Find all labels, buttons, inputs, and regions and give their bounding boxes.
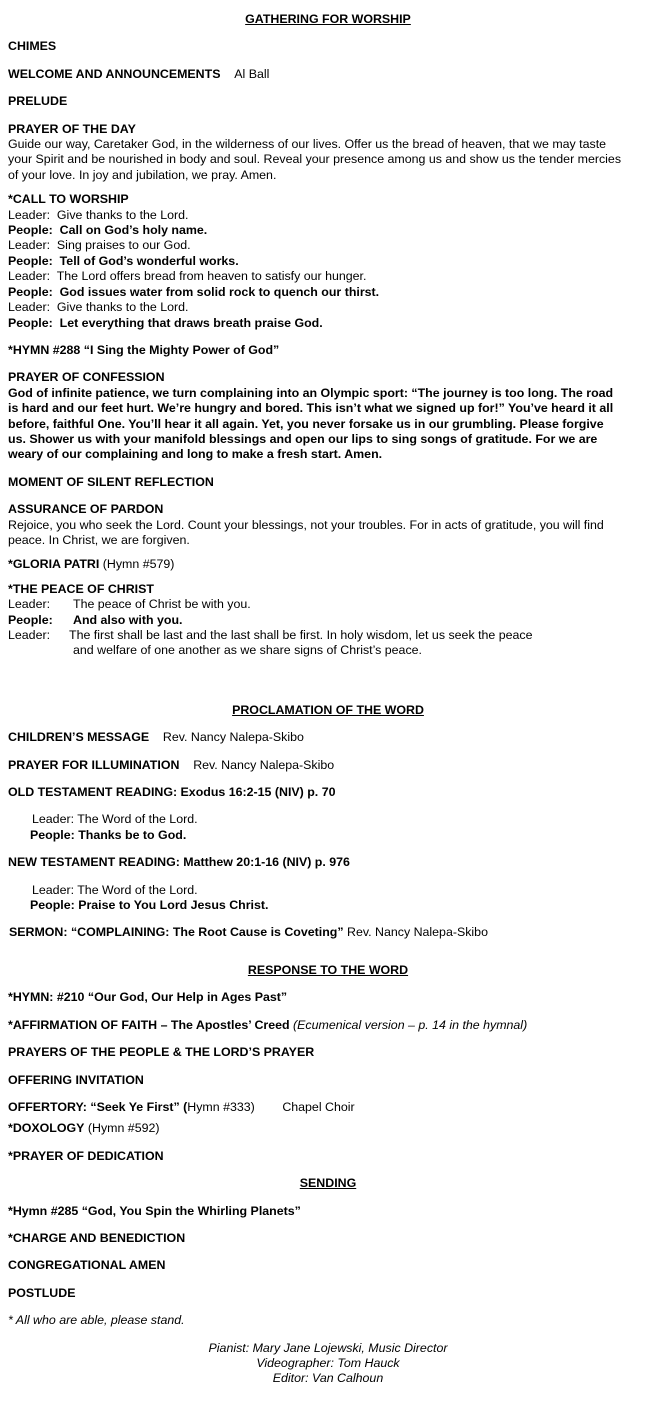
postlude: POSTLUDE: [8, 1285, 76, 1300]
silent-reflection: MOMENT OF SILENT REFLECTION: [8, 474, 214, 489]
item-prelude: PRELUDE: [8, 94, 68, 109]
prayer-of-dedication: *PRAYER OF DEDICATION: [8, 1148, 164, 1163]
call-line-leader: Leader: The Lord offers bread from heaven to satisfy our hunger.: [8, 269, 367, 284]
peace-people-line: People: And also with you.: [8, 612, 183, 627]
offertory: OFFERTORY: “Seek Ye First” (Hymn #333) Chapel Choir: [8, 1099, 355, 1114]
nt-leader: Leader: The Word of the Lord.: [32, 882, 198, 897]
affirmation-of-faith: *AFFIRMATION OF FAITH – The Apostles’ Creed (Ecumenical version – p. 14 in the hymnal): [8, 1017, 528, 1032]
section-title-gathering: GATHERING FOR WORSHIP: [245, 12, 411, 26]
peace-label: *THE PEACE OF CHRIST: [8, 581, 154, 596]
call-line-leader: Leader: Give thanks to the Lord.: [8, 300, 189, 315]
item-chimes: CHIMES: [8, 39, 57, 54]
call-line-leader: Leader: Sing praises to our God.: [8, 238, 191, 253]
children-message: CHILDREN’S MESSAGE Rev. Nancy Nalepa-Skibo: [8, 730, 304, 745]
peace-leader-continuation: and welfare of one another as we share signs of Christ’s peace.: [73, 643, 422, 658]
assurance-label: ASSURANCE OF PARDON: [8, 502, 164, 517]
credit-pianist: Pianist: Mary Jane Lojewski, Music Director: [208, 1340, 448, 1355]
doxology: *DOXOLOGY (Hymn #592): [8, 1121, 160, 1136]
ot-leader: Leader: The Word of the Lord.: [32, 812, 198, 827]
assurance-line: Rejoice, you who seek the Lord. Count your blessings, not your troubles. For in acts of gratitude, you will find: [8, 517, 604, 532]
item-welcome: [8, 67, 648, 82]
peace-leader-line: Leader: The first shall be last and the last shall be first. In holy wisdom, let us seek the peace: [8, 628, 533, 642]
nt-reading: NEW TESTAMENT READING: Matthew 20:1-16 (NIV) p. 976: [8, 855, 350, 870]
section-title-response: RESPONSE TO THE WORD: [247, 962, 409, 977]
gloria-patri: *GLORIA PATRI (Hymn #579): [8, 557, 175, 572]
charge-benediction: *CHARGE AND BENEDICTION: [8, 1230, 186, 1245]
nt-people: People: Praise to You Lord Jesus Christ.: [30, 898, 269, 913]
confession-line: before, faithful One. You’ll hear it all again. Yet, you never forsake us in our grumbling. Please forgive: [8, 416, 604, 431]
assurance-line: peace. In Christ, we are forgiven.: [8, 532, 190, 547]
hymn-285: *Hymn #285 “God, You Spin the Whirling Planets”: [8, 1203, 301, 1218]
credit-editor: Editor: Van Calhoun: [272, 1371, 384, 1386]
prayer-day-line: your Spirit and be nourished in body and soul. Reveal your presence among us and show us the tender mercies: [8, 152, 622, 167]
hymn-210: *HYMN: #210 “Our God, Our Help in Ages Past”: [8, 990, 288, 1005]
call-line-people: People: God issues water from solid rock to quench our thirst.: [8, 284, 380, 299]
prayer-day-label: PRAYER OF THE DAY: [8, 121, 136, 136]
section-title-proclamation: PROCLAMATION OF THE WORD: [232, 702, 424, 717]
call-line-people: People: Let everything that draws breath praise God.: [8, 315, 323, 330]
prayer-day-line: Guide our way, Caretaker God, in the wilderness of our lives. Offer us the bread of heaven, that we may taste: [8, 137, 607, 152]
congregational-amen: CONGREGATIONAL AMEN: [8, 1258, 166, 1273]
welcome-label: WELCOME AND ANNOUNCEMENTS: [8, 66, 221, 81]
peace-leader-line: Leader: The peace of Christ be with you.: [8, 597, 251, 612]
prayer-illumination: PRAYER FOR ILLUMINATION Rev. Nancy Nalepa-Skibo: [8, 757, 335, 772]
confession-line: us. Shower us with your manifold blessings and open our lips to sing songs of gratitude. For we are: [8, 431, 598, 446]
offering-invitation: OFFERING INVITATION: [8, 1072, 144, 1087]
hymn-288: *HYMN #288 “I Sing the Mighty Power of God”: [8, 342, 280, 357]
footnote: * All who are able, please stand.: [8, 1313, 185, 1328]
confession-line: is hard and our feet hurt. We’re hungry and bored. This isn’t what we signed up for!” You’ve heard it all: [8, 401, 614, 416]
ot-reading: OLD TESTAMENT READING: Exodus 16:2-15 (NIV) p. 70: [8, 785, 336, 800]
call-line-leader: Leader: Give thanks to the Lord.: [8, 207, 189, 222]
confession-line: God of infinite patience, we turn complaining into an Olympic sport: “The journey is too long. The road: [8, 385, 614, 400]
section-title-sending: SENDING: [299, 1176, 357, 1191]
welcome-person: Al Ball: [234, 66, 270, 81]
prayers-of-the-people: PRAYERS OF THE PEOPLE & THE LORD’S PRAYER: [8, 1045, 315, 1060]
credit-videographer: Videographer: Tom Hauck: [256, 1355, 400, 1370]
confession-line: weary of our complaining and long to make a fresh start. Amen.: [8, 447, 383, 462]
ot-people: People: Thanks be to God.: [30, 827, 187, 842]
prayer-day-line: of your love. In joy and jubilation, we pray. Amen.: [8, 167, 277, 182]
call-worship-label: *CALL TO WORSHIP: [8, 192, 129, 207]
call-line-people: People: Call on God’s holy name.: [8, 223, 208, 238]
confession-label: PRAYER OF CONFESSION: [8, 370, 165, 385]
sermon: SERMON: “COMPLAINING: The Root Cause is Coveting” Rev. Nancy Nalepa-Skibo: [9, 925, 488, 940]
call-line-people: People: Tell of God’s wonderful works.: [8, 253, 239, 268]
